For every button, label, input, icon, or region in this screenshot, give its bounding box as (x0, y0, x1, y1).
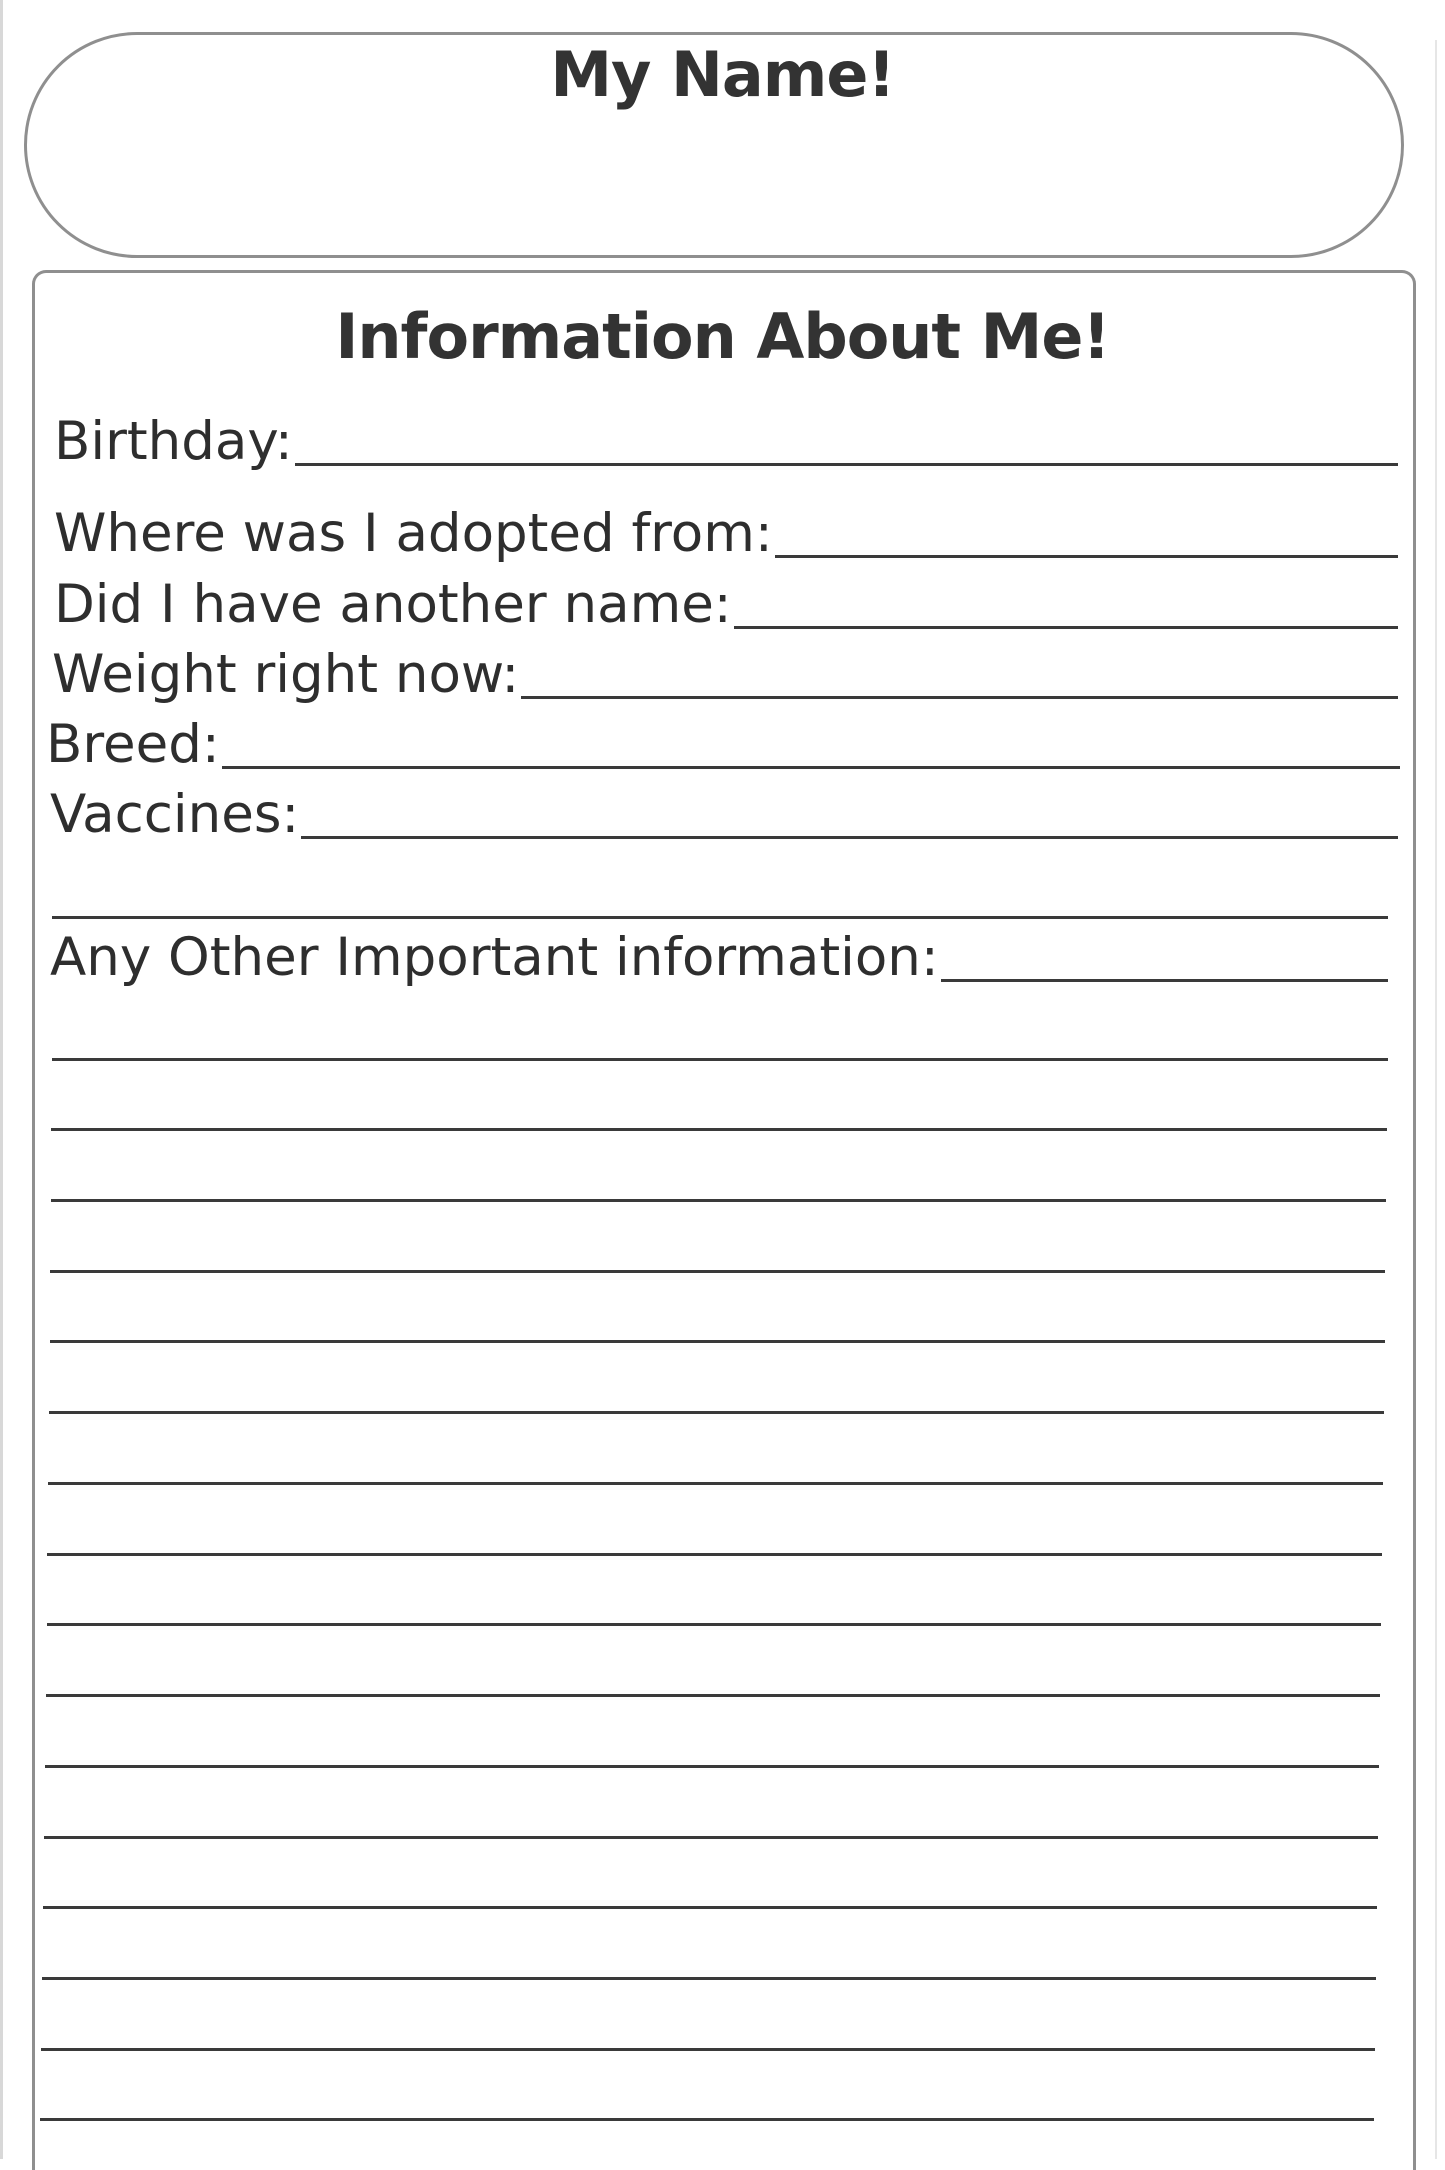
writing-line[interactable] (48, 1482, 1383, 1485)
writing-line[interactable] (51, 1199, 1386, 1202)
writing-line[interactable] (44, 1836, 1378, 1839)
adopted-from-line[interactable] (775, 555, 1398, 558)
writing-line[interactable] (50, 1340, 1385, 1343)
writing-line[interactable] (47, 1553, 1382, 1556)
birthday-line[interactable] (295, 463, 1398, 466)
vaccines-line[interactable] (301, 836, 1398, 839)
other-name-line[interactable] (734, 626, 1398, 629)
writing-line[interactable] (43, 1906, 1377, 1909)
writing-line[interactable] (50, 1270, 1385, 1273)
writing-line[interactable] (52, 1058, 1388, 1061)
adopted-from-label: Where was I adopted from: (54, 503, 773, 564)
writing-line[interactable] (49, 1411, 1384, 1414)
weight-label: Weight right now: (52, 644, 520, 705)
writing-line[interactable] (41, 2048, 1375, 2051)
info-title: Information About Me! (335, 300, 1110, 373)
writing-line[interactable] (51, 1128, 1387, 1131)
other-info-line[interactable] (941, 979, 1388, 982)
writing-line[interactable] (42, 1977, 1376, 1980)
name-title: My Name! (550, 38, 895, 111)
writing-line[interactable] (40, 2118, 1374, 2121)
breed-line[interactable] (222, 766, 1400, 769)
other-name-label: Did I have another name: (54, 574, 732, 635)
breed-label: Breed: (46, 714, 220, 775)
writing-line[interactable] (45, 1765, 1379, 1768)
vaccines-extra-line[interactable] (52, 916, 1388, 919)
birthday-field[interactable] (54, 412, 1398, 472)
weight-line[interactable] (521, 696, 1398, 699)
writing-line[interactable] (46, 1694, 1380, 1697)
other-info-label: Any Other Important information: (50, 927, 939, 988)
writing-line[interactable] (47, 1623, 1381, 1626)
other-name-field[interactable] (54, 575, 1398, 635)
birthday-label: Birthday: (54, 411, 293, 472)
vaccines-field[interactable] (50, 785, 1398, 845)
other-info-field[interactable] (50, 928, 1388, 988)
adopted-from-field[interactable] (54, 504, 1398, 564)
vaccines-label: Vaccines: (50, 784, 300, 845)
breed-field[interactable] (46, 715, 1400, 775)
weight-field[interactable] (52, 645, 1398, 705)
